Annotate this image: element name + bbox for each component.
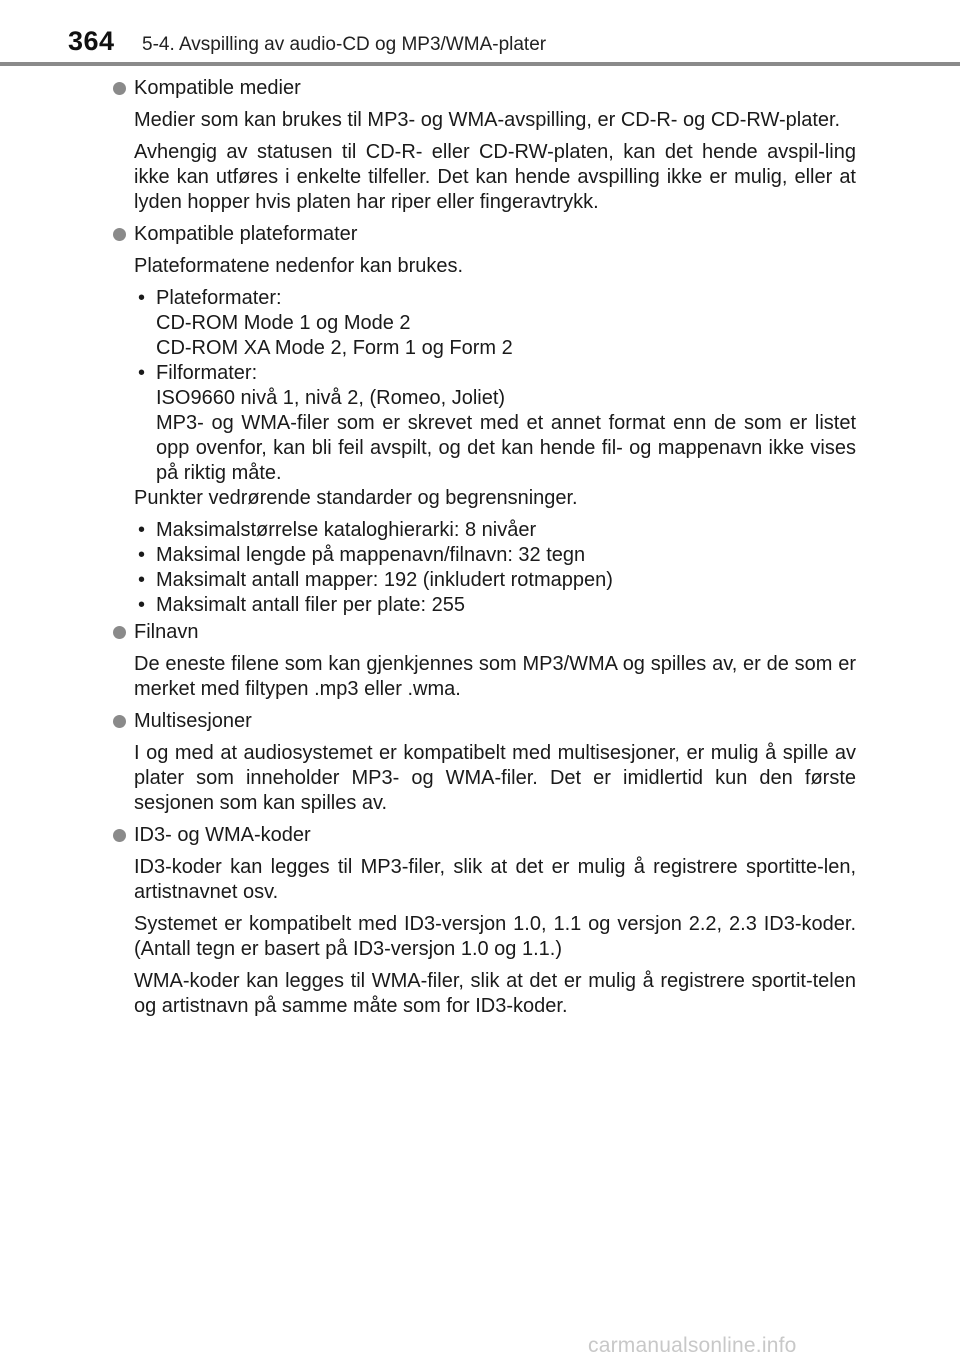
list-dot: • xyxy=(138,287,146,309)
page-content xyxy=(110,76,856,1026)
bullet-icon xyxy=(113,82,126,95)
list-item xyxy=(134,568,856,593)
paragraph: I og med at audiosystemet er kompatibelt med multisesjoner, er mulig å spille av plater som inneholder MP3- og WMA-filer. Det er imidlertid kun den første sesjonen som kan spilles av. xyxy=(134,742,856,814)
section-id3-wma-tags xyxy=(110,823,856,1019)
bullet-icon xyxy=(113,228,126,241)
bullet-icon xyxy=(113,829,126,842)
paragraph: Avhengig av statusen til CD-R- eller CD-RW-platen, kan det hende avspil-ling ikke kan utføres i enkelte tilfeller. Det kan hende avspilling ikke er mulig, eller at lyden hopper hvis platen har riper eller fingeravtrykk. xyxy=(134,141,856,213)
list-line: CD-ROM Mode 1 og Mode 2 xyxy=(156,312,411,334)
list-item xyxy=(134,286,856,361)
bullet-icon xyxy=(113,626,126,639)
section-title: 5-4. Avspilling av audio-CD og MP3/WMA-plater xyxy=(142,34,547,55)
list-text: Maksimal lengde på mappenavn/filnavn: 32 tegn xyxy=(156,544,586,566)
paragraph: Punkter vedrørende standarder og begrensninger. xyxy=(134,487,578,509)
list-dot: • xyxy=(138,519,146,541)
list-line: CD-ROM XA Mode 2, Form 1 og Form 2 xyxy=(156,337,513,359)
format-list xyxy=(134,286,856,486)
paragraph: De eneste filene som kan gjenkjennes som MP3/WMA og spilles av, er de som er merket med filtypen .mp3 eller .wma. xyxy=(134,653,856,700)
list-label: Plateformater: xyxy=(156,287,282,309)
list-text: Maksimalt antall mapper: 192 (inkludert rotmappen) xyxy=(156,569,613,591)
list-text: Maksimalt antall filer per plate: 255 xyxy=(156,594,466,616)
list-text: Maksimalstørrelse kataloghierarki: 8 nivåer xyxy=(156,519,537,541)
limits-list xyxy=(134,518,856,618)
list-item xyxy=(134,543,856,568)
paragraph: ID3-koder kan legges til MP3-filer, slik at det er mulig å registrere sportitte-len, artistnavnet osv. xyxy=(134,856,856,903)
page-header xyxy=(0,0,960,70)
paragraph: WMA-koder kan legges til WMA-filer, slik at det er mulig å registrere sportit-telen og artistnavn på samme måte som for ID3-koder. xyxy=(134,970,856,1017)
list-dot: • xyxy=(138,569,146,591)
list-note: MP3- og WMA-filer som er skrevet med et annet format enn de som er listet opp ovenfor, kan bli feil avspilt, og det kan hende fil- og mappenavn ikke vises på riktig måte. xyxy=(156,412,856,484)
page-number: 364 xyxy=(68,26,115,56)
list-dot: • xyxy=(138,544,146,566)
section-heading: Filnavn xyxy=(134,621,199,643)
list-dot: • xyxy=(138,594,146,616)
section-heading: Kompatible medier xyxy=(134,77,301,99)
paragraph: Systemet er kompatibelt med ID3-versjon 1.0, 1.1 og versjon 2.2, 2.3 ID3-koder. (Antall tegn er basert på ID3-versjon 1.0 og 1.1.) xyxy=(134,913,856,960)
watermark-logo: carmanualsonline.info xyxy=(588,1334,797,1357)
section-compatible-disc-formats xyxy=(110,222,856,618)
section-heading: Multisesjoner xyxy=(134,710,252,732)
list-item xyxy=(134,361,856,486)
list-dot: • xyxy=(138,362,146,384)
list-item xyxy=(134,593,856,618)
section-multisession xyxy=(110,709,856,816)
section-file-names xyxy=(110,620,856,702)
list-line: ISO9660 nivå 1, nivå 2, (Romeo, Joliet) xyxy=(156,387,506,409)
header-divider xyxy=(0,62,960,66)
section-heading: Kompatible plateformater xyxy=(134,223,358,245)
section-compatible-media xyxy=(110,76,856,215)
section-heading: ID3- og WMA-koder xyxy=(134,824,311,846)
list-item xyxy=(134,518,856,543)
list-label: Filformater: xyxy=(156,362,258,384)
paragraph: Medier som kan brukes til MP3- og WMA-avspilling, er CD-R- og CD-RW-plater. xyxy=(134,109,841,131)
bullet-icon xyxy=(113,715,126,728)
paragraph: Plateformatene nedenfor kan brukes. xyxy=(134,255,464,277)
